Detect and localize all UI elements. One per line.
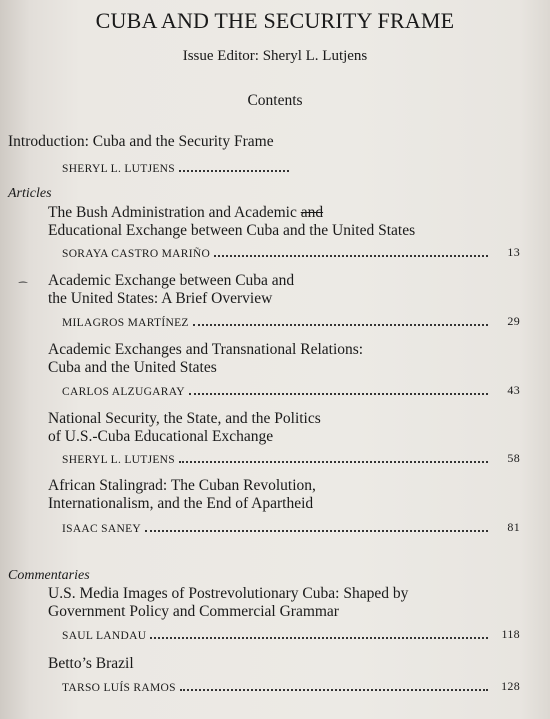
dot-leader — [214, 255, 488, 257]
page-number: 81 — [507, 520, 520, 534]
article-author: ISAAC SANEY — [62, 523, 142, 535]
margin-mark: ⁀ — [19, 283, 28, 294]
article-author-row — [62, 384, 520, 398]
dot-leader — [179, 170, 289, 172]
commentary-title: U.S. Media Images of Postrevolutionary Cuba: Shaped by Government Policy and Commercial Grammar — [48, 585, 409, 620]
dot-leader — [189, 393, 488, 395]
dot-leader — [180, 689, 488, 691]
commentary-author-row — [62, 628, 520, 642]
issue-editor: Issue Editor: Sheryl L. Lutjens — [182, 48, 368, 64]
article-title: Academic Exchange between Cuba and the United States: A Brief Overview — [48, 272, 295, 307]
commentary-author-row — [62, 680, 520, 694]
article-author: MILAGROS MARTÍNEZ — [62, 317, 189, 329]
article-author: SHERYL L. LUTJENS — [62, 454, 175, 466]
intro-title: Introduction: Cuba and the Security Frame — [8, 133, 274, 150]
page-number: 13 — [507, 245, 520, 259]
article-author: CARLOS ALZUGARAY — [62, 386, 185, 398]
page-number: 128 — [501, 679, 520, 693]
page-number: 29 — [507, 314, 520, 328]
intro-author: SHERYL L. LUTJENS — [62, 163, 175, 175]
article-author-row — [62, 315, 520, 329]
struck-word: and — [300, 204, 324, 221]
article-author-row — [62, 246, 520, 260]
article-author-row — [62, 521, 520, 535]
intro-author-row — [62, 161, 289, 175]
article-author-row — [62, 452, 520, 466]
article-title: Academic Exchanges and Transnational Relations: Cuba and the United States — [48, 341, 364, 376]
article-author: SORAYA CASTRO MARIÑO — [62, 248, 211, 260]
commentary-author: SAUL LANDAU — [62, 630, 147, 642]
article-title: African Stalingrad: The Cuban Revolution, Internationalism, and the End of Apartheid — [48, 477, 316, 512]
journal-issue-title: CUBA AND THE SECURITY FRAME — [95, 8, 455, 33]
dot-leader — [145, 530, 488, 532]
page-number: 43 — [507, 383, 520, 397]
article-title: The Bush Administration and Academic and Educational Exchange between Cuba and the United States — [48, 204, 416, 239]
contents-heading: Contents — [247, 92, 303, 109]
commentary-title: Betto’s Brazil — [48, 655, 134, 672]
page-number: 118 — [501, 627, 520, 641]
page-number: 58 — [507, 451, 520, 465]
article-title: National Security, the State, and the Politics of U.S.-Cuba Educational Exchange — [48, 410, 321, 445]
dot-leader — [150, 637, 488, 639]
dot-leader — [193, 324, 488, 326]
commentary-author: TARSO LUÍS RAMOS — [62, 682, 176, 694]
commentaries-section-heading: Commentaries — [8, 568, 90, 583]
articles-section-heading: Articles — [8, 186, 52, 201]
dot-leader — [179, 461, 488, 463]
